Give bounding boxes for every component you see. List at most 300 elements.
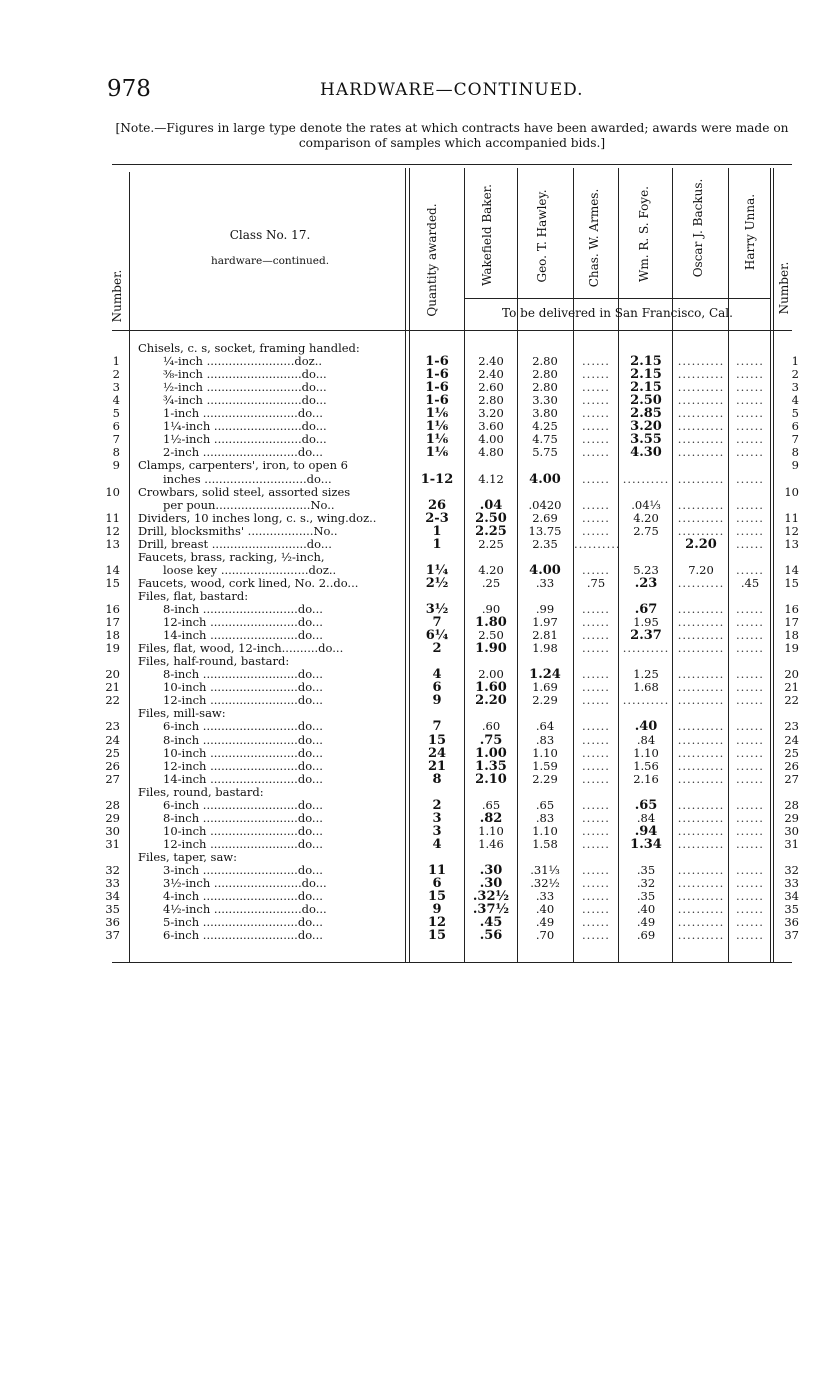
bid-price: .31⅓ xyxy=(530,863,560,877)
bid-price: .......... xyxy=(677,615,725,630)
row-description: Dividers, 10 inches long, c. s., wing.doz.. xyxy=(138,511,377,525)
row-number-left: 22 xyxy=(105,693,120,708)
table-row xyxy=(0,734,823,747)
row-number-left: 21 xyxy=(105,680,120,695)
bid-price: 2.20 xyxy=(685,536,717,552)
bid-price: .64 xyxy=(535,719,555,734)
bid-price: .35 xyxy=(636,863,656,877)
bid-price: 1.10 xyxy=(532,823,558,838)
row-number-left: 36 xyxy=(105,915,120,930)
quantity-awarded: 11 xyxy=(427,863,447,878)
row-description: 6-inch ..........................do... xyxy=(163,720,323,734)
quantity-awarded: 24 xyxy=(427,745,447,761)
bid-price: ...... xyxy=(582,406,610,421)
bid-price: 1.90 xyxy=(475,641,507,657)
bid-price: .65 xyxy=(481,797,501,812)
bidder-header: Wakefield Baker. xyxy=(480,184,494,286)
bid-price: 2.50 xyxy=(630,393,662,409)
row-number-left: 1 xyxy=(112,354,120,369)
bid-price: ...... xyxy=(582,380,610,395)
quantity-header: Quantity awarded. xyxy=(425,203,439,317)
bid-price: .......... xyxy=(677,432,725,447)
bid-price: ...... xyxy=(582,510,610,525)
bidder-header: Wm. R. S. Foye. xyxy=(637,185,651,283)
bid-price: .32 xyxy=(636,876,656,891)
bid-price: 1.24 xyxy=(529,667,561,683)
bid-price: 1.00 xyxy=(475,745,507,761)
bid-price: 2.40 xyxy=(478,367,504,382)
table-row xyxy=(0,851,823,864)
row-number-left: 29 xyxy=(105,810,120,825)
bid-price: 2.25 xyxy=(478,536,504,551)
bid-price: ...... xyxy=(582,419,610,434)
bid-price: .......... xyxy=(677,823,725,838)
table-row xyxy=(0,590,823,603)
table-row xyxy=(0,668,823,681)
bid-price: ...... xyxy=(736,745,764,760)
bid-price: .69 xyxy=(636,928,656,943)
quantity-awarded: 1-12 xyxy=(420,471,454,487)
bid-price: .......... xyxy=(677,602,725,616)
row-number-left: 31 xyxy=(105,836,120,851)
row-number-right: 16 xyxy=(784,602,799,616)
table-row xyxy=(0,420,823,433)
quantity-awarded: 1⅙ xyxy=(425,432,449,448)
bid-price: .......... xyxy=(677,628,725,643)
bid-price: .75 xyxy=(586,575,606,590)
row-number-left: 19 xyxy=(105,641,120,656)
bid-price: 2.50 xyxy=(475,510,507,526)
bid-price: ...... xyxy=(736,536,764,551)
bid-price: .65 xyxy=(634,797,658,813)
bid-price: ...... xyxy=(736,393,764,408)
bid-price: 2.80 xyxy=(532,354,558,369)
row-number-left: 23 xyxy=(105,719,120,734)
row-number-right: 11 xyxy=(784,510,799,525)
row-number-left: 2 xyxy=(112,367,120,382)
bid-price: .......... xyxy=(677,406,725,421)
bid-price: .67 xyxy=(634,602,658,617)
row-description: 14-inch ........................do... xyxy=(163,629,323,643)
row-number-right: 25 xyxy=(784,745,799,760)
quantity-awarded: 1-6 xyxy=(425,393,449,409)
number-header-right: Number. xyxy=(777,261,791,315)
bid-price: .......... xyxy=(677,380,725,395)
bid-price: .40 xyxy=(535,902,555,917)
bid-price: 2.35 xyxy=(532,536,558,551)
bid-price: .......... xyxy=(677,876,725,891)
row-description: 12-inch ........................do... xyxy=(163,759,323,773)
quantity-awarded: 1¼ xyxy=(425,562,449,578)
table-row xyxy=(0,694,823,707)
bid-price: .......... xyxy=(677,771,725,786)
bid-price: ...... xyxy=(736,810,764,825)
row-number-right: 5 xyxy=(791,406,799,421)
row-description: loose key ........................doz.. xyxy=(163,563,337,577)
row-number-left: 34 xyxy=(105,889,120,904)
row-description: 1-inch ..........................do... xyxy=(163,407,323,421)
quantity-awarded: 3 xyxy=(432,823,442,839)
bid-price: 2.80 xyxy=(532,367,558,382)
row-description: 4-inch ..........................do... xyxy=(163,890,323,904)
bid-price: ...... xyxy=(582,432,610,447)
bid-price: ...... xyxy=(736,902,764,917)
bid-price: 2.50 xyxy=(478,628,504,643)
bid-price: ...... xyxy=(582,523,610,538)
bid-price: 4.75 xyxy=(532,432,558,447)
bid-price: ...... xyxy=(582,889,610,904)
bid-price: ...... xyxy=(736,823,764,838)
quantity-awarded: 4 xyxy=(432,667,442,683)
bidder-header: Geo. T. Hawley. xyxy=(535,189,549,283)
bid-price: 3.20 xyxy=(478,406,504,421)
bid-price: .......... xyxy=(677,393,725,408)
quantity-awarded: 6 xyxy=(432,680,442,696)
quantity-awarded: 2 xyxy=(432,797,442,813)
bid-price: 4.00 xyxy=(529,562,561,578)
row-number-right: 18 xyxy=(784,628,799,643)
row-number-right: 13 xyxy=(784,536,799,551)
row-number-right: 9 xyxy=(791,458,799,473)
bid-price: 2.16 xyxy=(633,771,659,786)
bid-price: ...... xyxy=(582,732,610,747)
table-row xyxy=(0,903,823,916)
table-row xyxy=(0,577,823,590)
bid-price: ...... xyxy=(736,915,764,930)
bid-price: 4.12 xyxy=(478,471,504,486)
row-number-right: 3 xyxy=(791,380,799,395)
bid-price: ...... xyxy=(736,432,764,447)
row-number-right: 20 xyxy=(784,667,799,682)
quantity-awarded: 2½ xyxy=(425,575,449,591)
bid-price: 1.69 xyxy=(532,680,558,695)
bid-price: 13.75 xyxy=(528,523,562,538)
bid-price: .82 xyxy=(479,810,503,826)
table-row xyxy=(0,538,823,551)
bid-price: 4.00 xyxy=(529,471,561,487)
bid-price: .......... xyxy=(677,745,725,760)
bid-price: 1.10 xyxy=(532,745,558,760)
row-number-right: 32 xyxy=(784,863,799,877)
bid-price: ...... xyxy=(736,523,764,538)
row-description: 1¼-inch ........................do... xyxy=(163,420,327,434)
bid-price: 1.95 xyxy=(633,615,659,630)
table-row xyxy=(0,864,823,877)
bid-price: 1.34 xyxy=(630,836,662,852)
bid-price: .......... xyxy=(622,471,670,486)
quantity-awarded: 9 xyxy=(432,693,442,709)
table-row xyxy=(0,499,823,512)
bid-price: .......... xyxy=(677,419,725,434)
row-number-right: 14 xyxy=(784,562,799,577)
row-number-left: 14 xyxy=(105,562,120,577)
bid-price: ...... xyxy=(582,823,610,838)
bid-price: ...... xyxy=(582,902,610,917)
bid-price: ...... xyxy=(736,836,764,851)
quantity-awarded: 1-6 xyxy=(425,354,449,370)
table-bottom-rule xyxy=(112,962,792,963)
bid-price: 2.69 xyxy=(532,510,558,525)
row-description: 10-inch ........................do... xyxy=(163,746,323,760)
bid-price: .......... xyxy=(622,641,670,656)
bid-price: .90 xyxy=(481,602,501,616)
bid-price: ...... xyxy=(736,471,764,486)
table-row xyxy=(0,603,823,616)
quantity-awarded: 1⅙ xyxy=(425,445,449,461)
row-description: 2-inch ..........................do... xyxy=(163,446,323,460)
row-number-left: 27 xyxy=(105,771,120,786)
bid-price: .......... xyxy=(677,693,725,708)
quantity-awarded: 8 xyxy=(432,771,442,787)
bid-price: .56 xyxy=(479,928,503,944)
bid-price: 2.20 xyxy=(475,693,507,709)
bid-price: 2.40 xyxy=(478,354,504,369)
row-number-right: 21 xyxy=(784,680,799,695)
bid-price: ...... xyxy=(736,419,764,434)
bid-price: .84 xyxy=(636,732,656,747)
row-number-right: 1 xyxy=(791,354,799,369)
bid-price: ...... xyxy=(736,876,764,891)
row-number-right: 6 xyxy=(791,419,799,434)
row-description: 14-inch ........................do... xyxy=(163,772,323,786)
row-description: Files, round, bastard: xyxy=(138,785,264,799)
row-description: Files, flat, wood, 12-inch..........do... xyxy=(138,642,344,656)
row-number-right: 17 xyxy=(784,615,799,630)
row-description: 10-inch ........................do... xyxy=(163,681,323,695)
bid-price: 2.29 xyxy=(532,771,558,786)
table-row xyxy=(0,512,823,525)
row-number-left: 6 xyxy=(112,419,120,434)
bid-price: .32½ xyxy=(530,876,560,891)
bid-price: ...... xyxy=(582,693,610,708)
bid-price: 2.81 xyxy=(532,628,558,643)
row-number-right: 35 xyxy=(784,902,799,917)
quantity-awarded: 26 xyxy=(427,497,447,513)
row-number-left: 24 xyxy=(105,732,120,747)
bid-price: ...... xyxy=(582,876,610,891)
bid-price: ...... xyxy=(736,615,764,630)
row-description: Chisels, c. s, socket, framing handled: xyxy=(138,342,360,355)
bid-price: 4.80 xyxy=(478,445,504,460)
row-description: 8-inch ..........................do... xyxy=(163,733,323,747)
row-description: 1½-inch ........................do... xyxy=(163,433,327,447)
bid-price: 1.97 xyxy=(532,615,558,630)
bid-price: 1.10 xyxy=(478,823,504,838)
bid-price: .30 xyxy=(479,863,503,878)
row-number-right: 10 xyxy=(784,484,799,499)
bid-price: ...... xyxy=(736,797,764,812)
table-row xyxy=(0,459,823,472)
row-description: 3-inch ..........................do... xyxy=(163,864,323,877)
table-row xyxy=(0,473,823,486)
bid-price: .......... xyxy=(677,810,725,825)
bid-price: .......... xyxy=(574,536,621,551)
row-number-right: 24 xyxy=(784,732,799,747)
class-subtitle: hardware—continued. xyxy=(210,255,330,267)
bid-price: ...... xyxy=(582,863,610,877)
bid-price: ...... xyxy=(582,771,610,786)
table-row xyxy=(0,525,823,538)
bid-price: .......... xyxy=(677,471,725,486)
bid-price: .0420 xyxy=(528,497,562,512)
bid-price: 2.60 xyxy=(478,380,504,395)
table-row xyxy=(0,381,823,394)
row-description: Crowbars, solid steel, assorted sizes xyxy=(138,485,351,499)
bid-price: 2.15 xyxy=(630,367,662,383)
delivery-note: To be delivered in San Francisco, Cal. xyxy=(502,306,733,320)
bid-price: .......... xyxy=(677,680,725,695)
bid-price: .......... xyxy=(677,719,725,734)
bid-price: .30 xyxy=(479,876,503,892)
quantity-awarded: 9 xyxy=(432,902,442,918)
bid-price: .......... xyxy=(677,797,725,812)
bid-price: ...... xyxy=(582,615,610,630)
row-number-right: 29 xyxy=(784,810,799,825)
bid-price: .60 xyxy=(481,719,501,734)
bid-price: .......... xyxy=(677,915,725,930)
bid-price: ...... xyxy=(736,680,764,695)
bid-price: 2.80 xyxy=(532,380,558,395)
bid-price: 3.30 xyxy=(532,393,558,408)
table-row xyxy=(0,355,823,368)
note: [Note.—Figures in large type denote the rates at which contracts have been awarded; awards were made on comparison of samples which accompanied bids.] xyxy=(115,121,789,150)
bid-price: ...... xyxy=(736,445,764,460)
bid-price: .99 xyxy=(535,602,555,616)
bid-price: ...... xyxy=(582,719,610,734)
quantity-awarded: 1 xyxy=(432,536,442,552)
bid-price: ...... xyxy=(736,732,764,747)
bid-price: .32½ xyxy=(472,889,510,905)
bid-price: 2.00 xyxy=(478,667,504,682)
bid-price: .......... xyxy=(677,445,725,460)
table-row xyxy=(0,773,823,786)
bid-price: 1.46 xyxy=(478,836,504,851)
bid-price: .......... xyxy=(677,354,725,369)
table-row xyxy=(0,394,823,407)
header-bottom-rule xyxy=(112,330,792,331)
table-top-rule xyxy=(112,164,792,165)
row-number-left: 26 xyxy=(105,758,120,773)
row-number-right: 30 xyxy=(784,823,799,838)
bid-price: 2.80 xyxy=(478,393,504,408)
row-number-left: 25 xyxy=(105,745,120,760)
bid-price: .40 xyxy=(634,719,658,735)
bid-price: ...... xyxy=(582,628,610,643)
row-description: 12-inch ........................do... xyxy=(163,837,323,851)
row-number-left: 4 xyxy=(112,393,120,408)
bid-price: ...... xyxy=(582,641,610,656)
row-number-right: 27 xyxy=(784,771,799,786)
bid-price: .65 xyxy=(535,797,555,812)
bid-price: .35 xyxy=(636,889,656,904)
table-row xyxy=(0,655,823,668)
bid-price: ...... xyxy=(582,810,610,825)
bid-price: .83 xyxy=(535,810,555,825)
quantity-awarded: 1⅙ xyxy=(425,419,449,435)
row-description: Files, flat, bastard: xyxy=(138,589,249,603)
bid-price: 4.00 xyxy=(478,432,504,447)
table-row xyxy=(0,760,823,773)
table-row xyxy=(0,890,823,903)
row-number-right: 7 xyxy=(791,432,799,447)
quantity-awarded: 3½ xyxy=(425,602,449,617)
bid-price: 5.75 xyxy=(532,445,558,460)
bid-price: 1.10 xyxy=(633,745,659,760)
quantity-awarded: 6¼ xyxy=(425,628,449,644)
row-description: per poun..........................No.. xyxy=(163,498,335,512)
table-row xyxy=(0,812,823,825)
bid-price: 2.10 xyxy=(475,771,507,787)
quantity-awarded: 12 xyxy=(427,915,447,931)
bid-price: .......... xyxy=(677,367,725,382)
table-row xyxy=(0,799,823,812)
bid-price: 1.58 xyxy=(532,836,558,851)
row-number-right: 12 xyxy=(784,523,799,538)
bid-price: ...... xyxy=(582,445,610,460)
bid-price: .84 xyxy=(636,810,656,825)
row-number-right: 22 xyxy=(784,693,799,708)
bid-price: 1.59 xyxy=(532,758,558,773)
bid-price: ...... xyxy=(736,863,764,877)
row-description: 4½-inch ........................do... xyxy=(163,903,327,917)
table-row xyxy=(0,707,823,720)
bidder-header: Oscar J. Backus. xyxy=(691,178,705,278)
bid-price: .......... xyxy=(677,510,725,525)
bid-price: .49 xyxy=(535,915,555,930)
row-description: ¼-inch ........................doz.. xyxy=(163,355,323,369)
bid-price: .25 xyxy=(481,575,501,590)
quantity-awarded: 1-6 xyxy=(425,380,449,396)
bid-price: 2.15 xyxy=(630,380,662,396)
bid-price: ...... xyxy=(736,380,764,395)
row-number-left: 30 xyxy=(105,823,120,838)
bid-price: 4.25 xyxy=(532,419,558,434)
row-number-right: 19 xyxy=(784,641,799,656)
bid-price: .37½ xyxy=(472,902,510,918)
bid-price: 1.80 xyxy=(475,615,507,631)
bid-price: ...... xyxy=(736,771,764,786)
table-row xyxy=(0,407,823,420)
table-row xyxy=(0,486,823,499)
bid-price: 2.75 xyxy=(633,523,659,538)
row-number-right: 31 xyxy=(784,836,799,851)
bid-price: ...... xyxy=(736,367,764,382)
bid-price: .......... xyxy=(677,863,725,877)
row-number-right: 37 xyxy=(784,928,799,943)
row-number-left: 5 xyxy=(112,406,120,421)
bid-price: ...... xyxy=(582,915,610,930)
row-description: 5-inch ..........................do... xyxy=(163,916,323,930)
bid-price: 2.15 xyxy=(630,354,662,370)
row-number-right: 23 xyxy=(784,719,799,734)
row-number-right: 36 xyxy=(784,915,799,930)
bid-price: .23 xyxy=(634,575,658,591)
table-row xyxy=(0,342,823,355)
bid-price: ...... xyxy=(736,510,764,525)
row-number-left: 16 xyxy=(105,602,120,616)
bid-price: .......... xyxy=(622,693,670,708)
bid-price: ...... xyxy=(582,797,610,812)
quantity-awarded: 1 xyxy=(432,523,442,539)
bid-price: ...... xyxy=(582,667,610,682)
bid-price: 1.98 xyxy=(532,641,558,656)
table-row xyxy=(0,720,823,733)
row-number-left: 10 xyxy=(105,484,120,499)
bid-price: ...... xyxy=(582,354,610,369)
bid-price: ...... xyxy=(736,889,764,904)
class-title: Class No. 17. xyxy=(229,228,311,242)
row-number-left: 35 xyxy=(105,902,120,917)
